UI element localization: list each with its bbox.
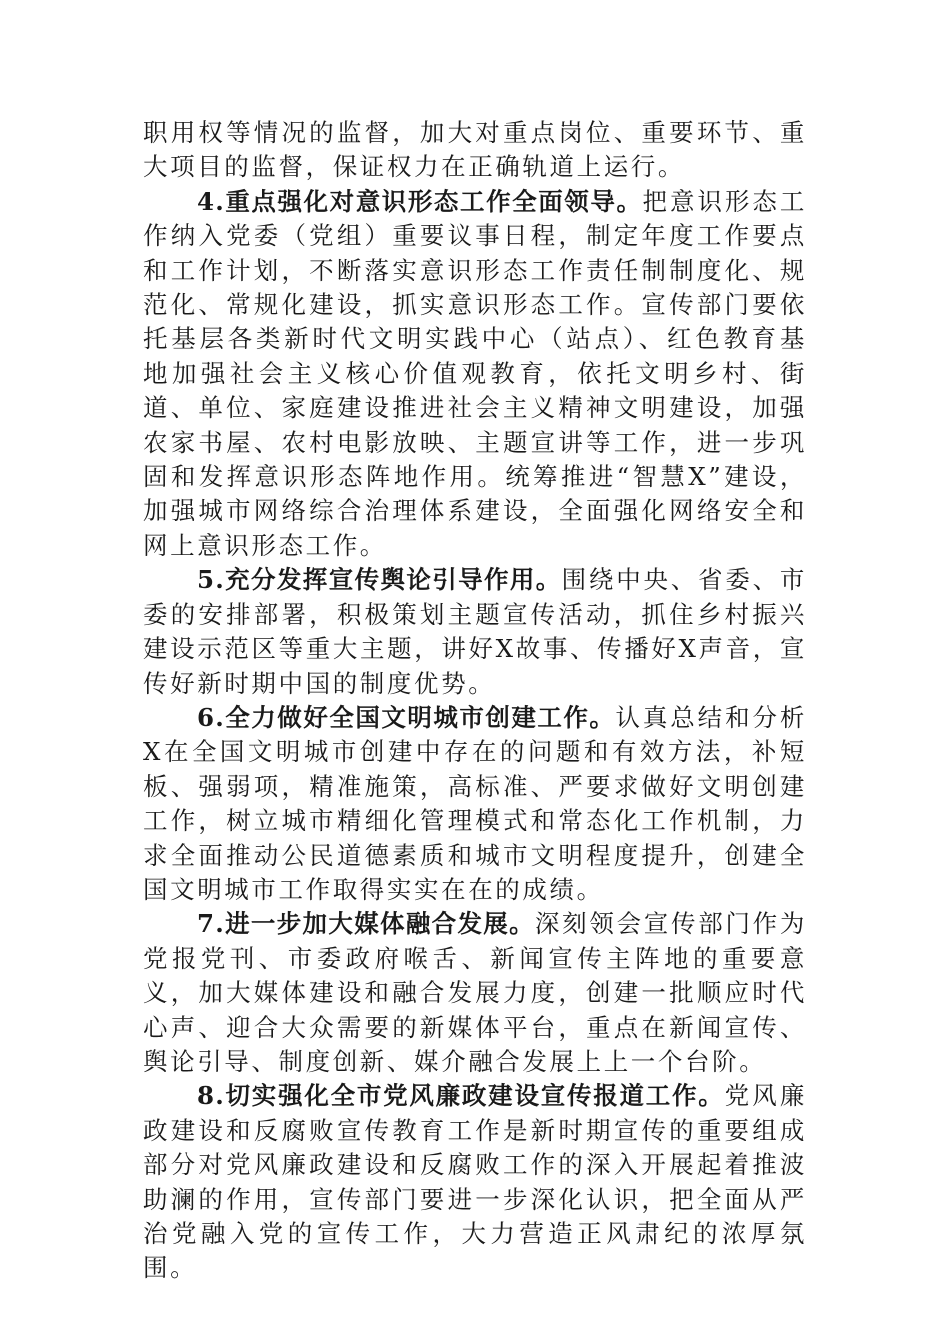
paragraph-item-6	[143, 701, 807, 907]
paragraph-item-4	[143, 185, 807, 563]
paragraph-heading: 5.充分发挥宣传舆论引导作用。	[197, 565, 562, 595]
paragraph-item-7	[143, 907, 807, 1079]
paragraph-heading: 7.进一步加大媒体融合发展。	[197, 909, 535, 939]
paragraph-continuation	[143, 116, 807, 185]
paragraph-item-8	[143, 1079, 807, 1285]
paragraph-body: 深刻领会宣传部门作为党报党刊、市委政府喉舌、新闻宣传主阵地的重要意义，加大媒体建设和融合发展力度，创建一批顺应时代心声、迎合大众需要的新媒体平台，重点在新闻宣传、舆论引导、制度创新、媒介融合发展上上一个台阶。	[143, 909, 807, 1076]
paragraph-body: 职用权等情况的监督，加大对重点岗位、重要环节、重大项目的监督，保证权力在正确轨道上运行。	[143, 118, 807, 182]
paragraph-heading: 4.重点强化对意识形态工作全面领导。	[197, 186, 643, 216]
paragraph-body: 党风廉政建设和反腐败宣传教育工作是新时期宣传的重要组成部分对党风廉政建设和反腐败工作的深入开展起着推波助澜的作用，宣传部门要进一步深化认识，把全面从严治党融入党的宣传工作，大力营造正风肃纪的浓厚氛围。	[143, 1081, 807, 1283]
paragraph-item-5	[143, 563, 807, 701]
paragraph-body: 围绕中央、省委、市委的安排部署，积极策划主题宣传活动，抓住乡村振兴建设示范区等重大主题，讲好X故事、传播好X声音，宣传好新时期中国的制度优势。	[143, 565, 807, 698]
paragraph-heading: 8.切实强化全市党风廉政建设宣传报道工作。	[197, 1081, 725, 1111]
document-body	[143, 116, 807, 1286]
paragraph-heading: 6.全力做好全国文明城市创建工作。	[197, 702, 616, 732]
paragraph-body: 把意识形态工作纳入党委（党组）重要议事日程，制定年度工作要点和工作计划，不断落实意识形态工作责任制制度化、规范化、常规化建设，抓实意识形态工作。宣传部门要依托基层各类新时代文明实践中心（站点）、红色教育基地加强社会主义核心价值观教育，依托文明乡村、街道、单位、家庭建设推进社会主义精神文明建设，加强农家书屋、农村电影放映、主题宣讲等工作，进一步巩固和发挥意识形态阵地作用。统筹推进“智慧X”建设，加强城市网络综合治理体系建设，全面强化网络安全和网上意识形态工作。	[143, 186, 807, 560]
paragraph-body: 认真总结和分析X在全国文明城市创建中存在的问题和有效方法，补短板、强弱项，精准施策，高标准、严要求做好文明创建工作，树立城市精细化管理模式和常态化工作机制，力求全面推动公民道德素质和城市文明程度提升，创建全国文明城市工作取得实实在在的成绩。	[143, 702, 807, 904]
